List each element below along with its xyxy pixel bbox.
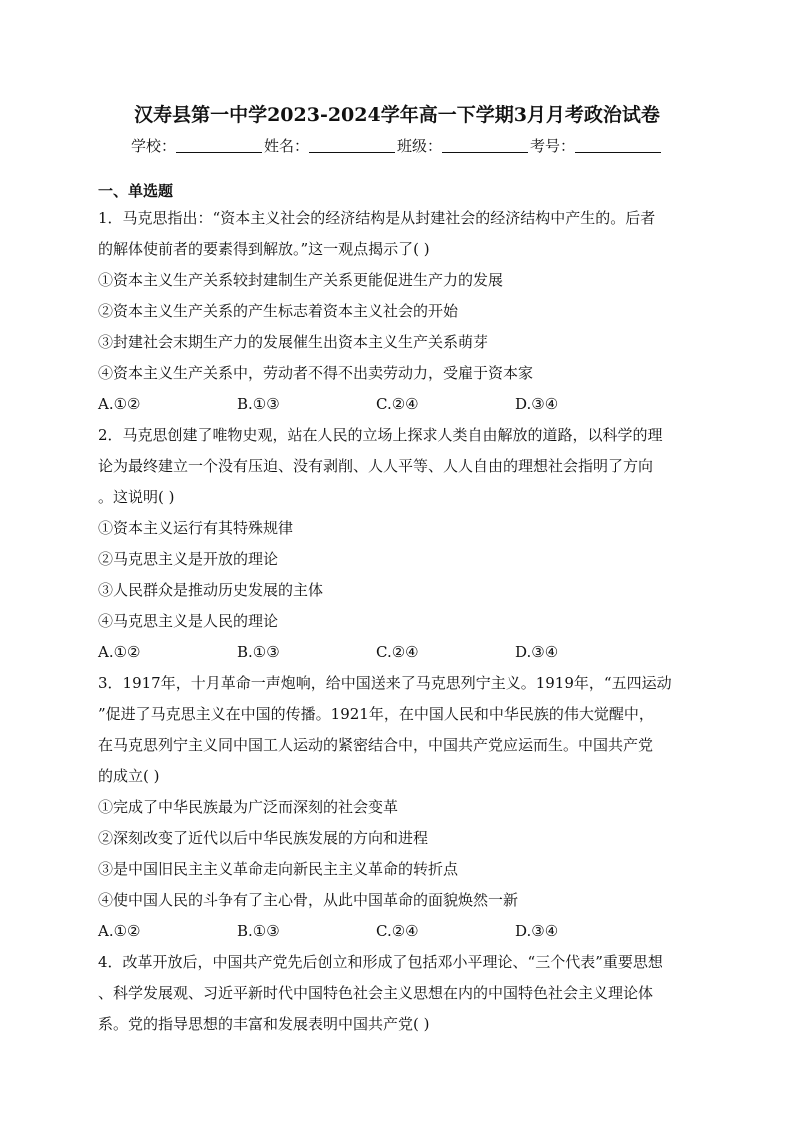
statement-item: ③是中国旧民主主义革命走向新民主主义革命的转折点 [98,860,459,878]
class-blank[interactable] [442,136,528,153]
option-a[interactable]: A.①② [98,922,141,940]
exam-title: 汉寿县第一中学2023-2024学年高一下学期3月月考政治试卷 [134,104,660,126]
option-c[interactable]: C.②④ [376,643,419,661]
question-stem-line: 1．马克思指出：“资本主义社会的经济结构是从封建社会的经济结构中产生的。后者 [98,209,656,227]
statement-item: ④使中国人民的斗争有了主心骨，从此中国革命的面貌焕然一新 [98,891,519,909]
question-stem-line: 的解体使前者的要素得到解放。”这一观点揭示了( ) [98,240,430,258]
question-1 [98,203,698,420]
question-4 [98,947,698,1040]
statement-item: ②资本主义生产关系的产生标志着资本主义社会的开始 [98,302,459,320]
school-label: 学校： [130,137,176,155]
question-stem-line: 3．1917年，十月革命一声炮响，给中国送来了马克思列宁主义。1919年，“五四运动 [98,674,672,692]
name-label: 姓名： [263,137,309,155]
option-a[interactable]: A.①② [98,395,141,413]
option-d[interactable]: D.③④ [515,922,559,940]
option-d[interactable]: D.③④ [515,643,559,661]
answer-options [98,637,698,668]
question-stem-line: 。这说明( ) [98,488,175,506]
option-d[interactable]: D.③④ [515,395,559,413]
statement-item: ②深刻改变了近代以后中华民族发展的方向和进程 [98,829,429,847]
answer-options [98,916,698,947]
statement-item: ④马克思主义是人民的理论 [98,612,279,630]
statement-item: ③人民群众是推动历史发展的主体 [98,581,324,599]
exam-content [98,180,698,1040]
number-label: 考号： [530,137,576,155]
name-blank[interactable] [309,136,395,153]
statement-item: ②马克思主义是开放的理论 [98,550,279,568]
question-stem-line: 论为最终建立一个没有压迫、没有剥削、人人平等、人人自由的理想社会指明了方向 [98,457,654,475]
question-stem-line: 、科学发展观、习近平新时代中国特色社会主义思想在内的中国特色社会主义理论体 [98,984,654,1002]
question-stem-line: 系。党的指导思想的丰富和发展表明中国共产党( ) [98,1015,430,1033]
statement-item: ④资本主义生产关系中，劳动者不得不出卖劳动力，受雇于资本家 [98,364,534,382]
question-3 [98,668,698,947]
statement-item: ①资本主义生产关系较封建制生产关系更能促进生产力的发展 [98,271,504,289]
option-c[interactable]: C.②④ [376,922,419,940]
section-title: 一、单选题 [98,182,174,200]
answer-options [98,389,698,420]
question-stem-line: 在马克思列宁主义同中国工人运动的紧密结合中，中国共产党应运而生。中国共产党 [98,736,654,754]
option-c[interactable]: C.②④ [376,395,419,413]
option-b[interactable]: B.①③ [237,922,280,940]
option-a[interactable]: A.①② [98,643,141,661]
student-info-line [0,135,794,157]
question-stem-line: 2．马克思创建了唯物史观，站在人民的立场上探求人类自由解放的道路，以科学的理 [98,426,663,444]
option-b[interactable]: B.①③ [237,395,280,413]
statement-item: ①完成了中华民族最为广泛而深刻的社会变革 [98,798,399,816]
question-stem-line: 4．改革开放后，中国共产党先后创立和形成了包括邓小平理论、“三个代表”重要思想 [98,953,663,971]
question-stem-line: 的成立( ) [98,767,160,785]
statement-item: ①资本主义运行有其特殊规律 [98,519,294,537]
statement-item: ③封建社会末期生产力的发展催生出资本主义生产关系萌芽 [98,333,489,351]
school-blank[interactable] [176,136,262,153]
class-label: 班级： [397,137,443,155]
question-2 [98,420,698,668]
number-blank[interactable] [575,136,661,153]
question-stem-line: ”促进了马克思主义在中国的传播。1921年，在中国人民和中华民族的伟大觉醒中， [98,705,654,723]
option-b[interactable]: B.①③ [237,643,280,661]
